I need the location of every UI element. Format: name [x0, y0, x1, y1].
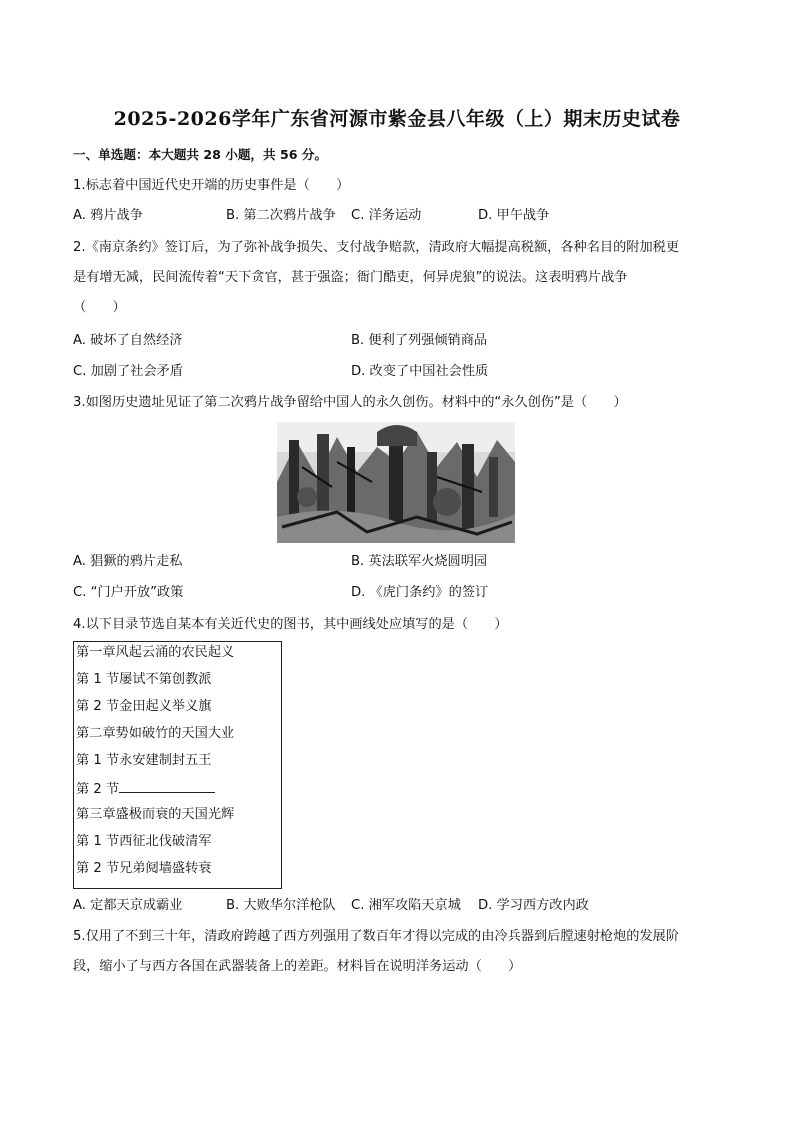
q3-option-d: D. 《虎门条约》的签订 [351, 585, 489, 600]
q4-option-b: B. 大败华尔洋枪队 [226, 898, 336, 913]
q1-option-d: D. 甲午战争 [478, 208, 550, 223]
q5-stem-line1: 5.仅用了不到三十年，清政府跨越了西方列强用了数百年才得以完成的由冷兵器到后膛速射枪炮的发展阶 [73, 929, 680, 944]
exam-title: 2025-2026学年广东省河源市紫金县八年级（上）期末历史试卷 [113, 108, 681, 130]
q2-stem-line2: 是有增无减，民间流传着“天下贪官，甚于强盗；衙门酷吏，何异虎狼”的说法。这表明鸦片战争 [73, 270, 628, 285]
answer-blank-line [119, 778, 215, 793]
q1-option-b: B. 第二次鸦片战争 [226, 208, 336, 223]
toc-item: 第 1 节屡试不第创教派 [76, 672, 212, 687]
q4-option-d: D. 学习西方改内政 [478, 898, 589, 913]
q1-option-c: C. 洋务运动 [351, 208, 422, 223]
q2-option-c: C. 加剧了社会矛盾 [73, 364, 183, 379]
toc-item: 第三章盛极而衰的天国光辉 [76, 807, 235, 822]
toc-item: 第 1 节西征北伐破清军 [76, 834, 212, 849]
toc-item-blank [76, 778, 215, 800]
q2-stem-line1: 2.《南京条约》签订后，为了弥补战争损失、支付战争赔款，清政府大幅提高税额，各种名目的附加税更 [73, 240, 680, 255]
q2-option-d: D. 改变了中国社会性质 [351, 364, 489, 379]
q3-option-c: C. “门户开放”政策 [73, 585, 184, 600]
q1-option-a: A. 鸦片战争 [73, 208, 143, 223]
q5-stem-line2: 段，缩小了与西方各国在武器装备上的差距。材料旨在说明洋务运动（ ） [73, 959, 522, 974]
ruins-photo-image [277, 422, 515, 543]
q3-option-b: B. 英法联军火烧圆明园 [351, 554, 488, 569]
toc-item: 第一章风起云涌的农民起义 [76, 645, 235, 660]
toc-item: 第 2 节金田起义举义旗 [76, 699, 212, 714]
toc-item: 第二章势如破竹的天国大业 [76, 726, 235, 741]
q3-stem: 3.如图历史遗址见证了第二次鸦片战争留给中国人的永久创伤。材料中的“永久创伤”是（ ） [73, 395, 627, 410]
q2-option-b: B. 便利了列强倾销商品 [351, 333, 488, 348]
q3-option-a: A. 猖獗的鸦片走私 [73, 554, 183, 569]
q4-stem: 4.以下目录节选自某本有关近代史的图书，其中画线处应填写的是（ ） [73, 617, 508, 632]
table-of-contents [73, 641, 282, 889]
toc-item: 第 2 节兄弟阋墙盛转衰 [76, 861, 212, 876]
q2-stem-line3: （ ） [73, 300, 126, 315]
q4-option-a: A. 定都天京成霸业 [73, 898, 183, 913]
q2-option-a: A. 破坏了自然经济 [73, 333, 183, 348]
toc-item: 第 1 节永安建制封五王 [76, 753, 212, 768]
q1-stem: 1.标志着中国近代史开端的历史事件是（ ） [73, 178, 350, 193]
toc-item-label: 第 2 节 [76, 782, 120, 797]
q4-option-c: C. 湘军攻陷天京城 [351, 898, 461, 913]
section-heading: 一、单选题：本大题共 28 小题，共 56 分。 [73, 147, 328, 162]
